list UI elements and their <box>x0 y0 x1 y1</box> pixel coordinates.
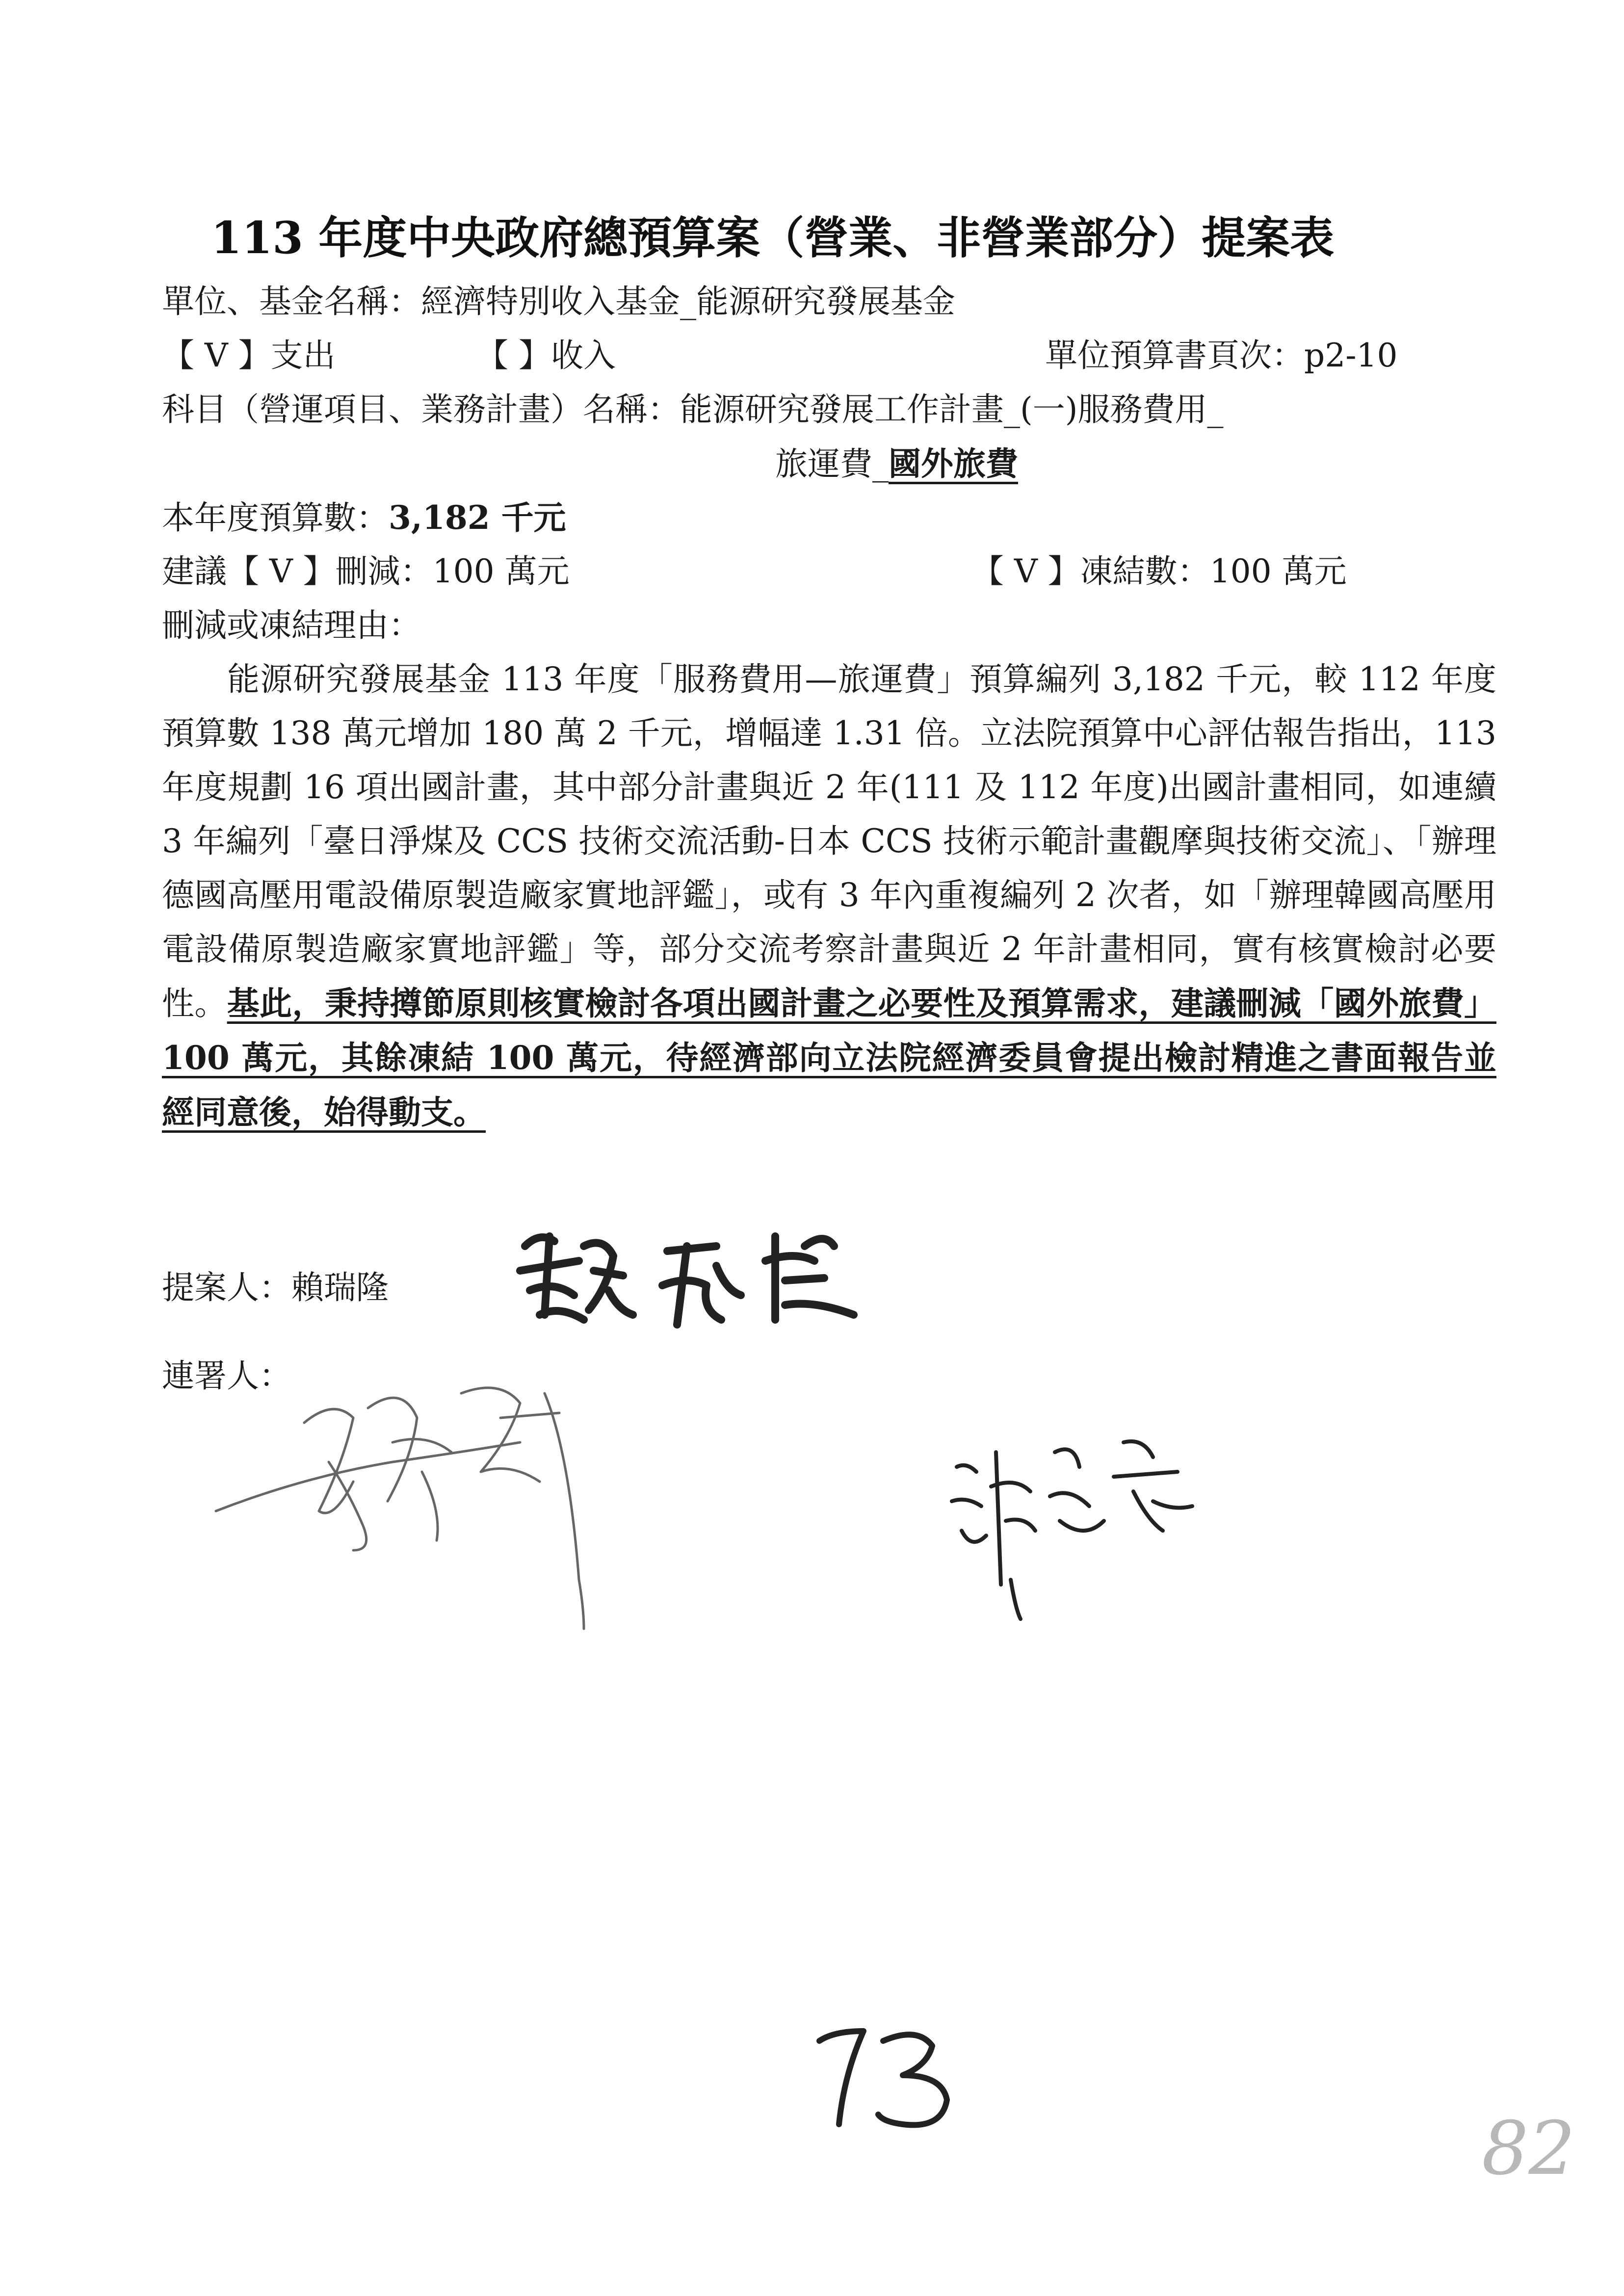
handwritten-page-number <box>805 2021 971 2134</box>
cosigner-signature-1 <box>206 1364 648 1639</box>
reason-label: 刪減或凍結理由： <box>162 606 421 644</box>
reason-paragraph <box>162 652 1496 1140</box>
subject-emphasis: 國外旅費 <box>889 444 1018 483</box>
cut-suggestion: 建議【 V 】刪減：100 萬元 <box>162 552 570 590</box>
corner-page-number: 82 <box>1482 2106 1575 2192</box>
cosigner-label: 連署人： <box>162 1357 291 1395</box>
subject-line-2-prefix: 旅運費_ <box>775 445 889 483</box>
page-reference: 單位預算書頁次：p2-10 <box>1045 337 1398 374</box>
budget-row <box>162 496 566 540</box>
expense-checkbox: 【 V 】支出 <box>162 337 336 374</box>
budget-value: 3,182 千元 <box>389 498 566 537</box>
budget-label: 本年度預算數： <box>162 499 389 537</box>
unit-row <box>162 280 955 324</box>
reason-emphasis: 基此，秉持撙節原則核實檢討各項出國計畫之必要性及預算需求，建議刪減「國外旅費」100 萬元，其餘凍結 100 萬元，待經濟部向立法院經濟委員會提出檢討精進之書面報告並經同意後，始得動支。 <box>162 984 1497 1131</box>
proposer-label: 提案人：賴瑞隆 <box>162 1269 389 1306</box>
reason-body: 能源研究發展基金 113 年度「服務費用—旅運費」預算編列 3,182 千元，較 112 年度預算數 138 萬元增加 180 萬 2 千元，增幅達 1.31 倍。立法院預算中心評估報告指出，113 年度規劃 16 項出國計畫，其中部分計畫與近 2 年(111 及 112 年度)出國計畫相同，如連續 3 年編列「臺日淨煤及 CCS 技術交流活動-日本 CCS 技術示範計畫觀摩與技術交流」、「辦理德國高壓用電設備原製造廠家實地評鑑」，或有 3 年內重複編列 2 次者，如「辦理韓國高壓用電設備原製造廠家實地評鑑」等，部分交流考察計畫與近 2 年計畫相同，實有核實檢討必要性。 <box>162 660 1496 1022</box>
unit-label: 單位、基金名稱： <box>162 283 421 320</box>
cosigner-signature-2 <box>947 1423 1202 1629</box>
income-checkbox: 【 】收入 <box>476 337 616 374</box>
subject-line-2 <box>775 442 1018 486</box>
subject-line-1: 科目（營運項目、業務計畫）名稱：能源研究發展工作計畫_(一)服務費用_ <box>162 391 1224 428</box>
proposer-signature <box>510 1217 864 1344</box>
unit-value: 經濟特別收入基金_能源研究發展基金 <box>421 283 955 320</box>
page-title: 113 年度中央政府總預算案（營業、非營業部分）提案表 <box>211 212 1335 264</box>
freeze-suggestion: 【 V 】凍結數：100 萬元 <box>971 552 1347 590</box>
